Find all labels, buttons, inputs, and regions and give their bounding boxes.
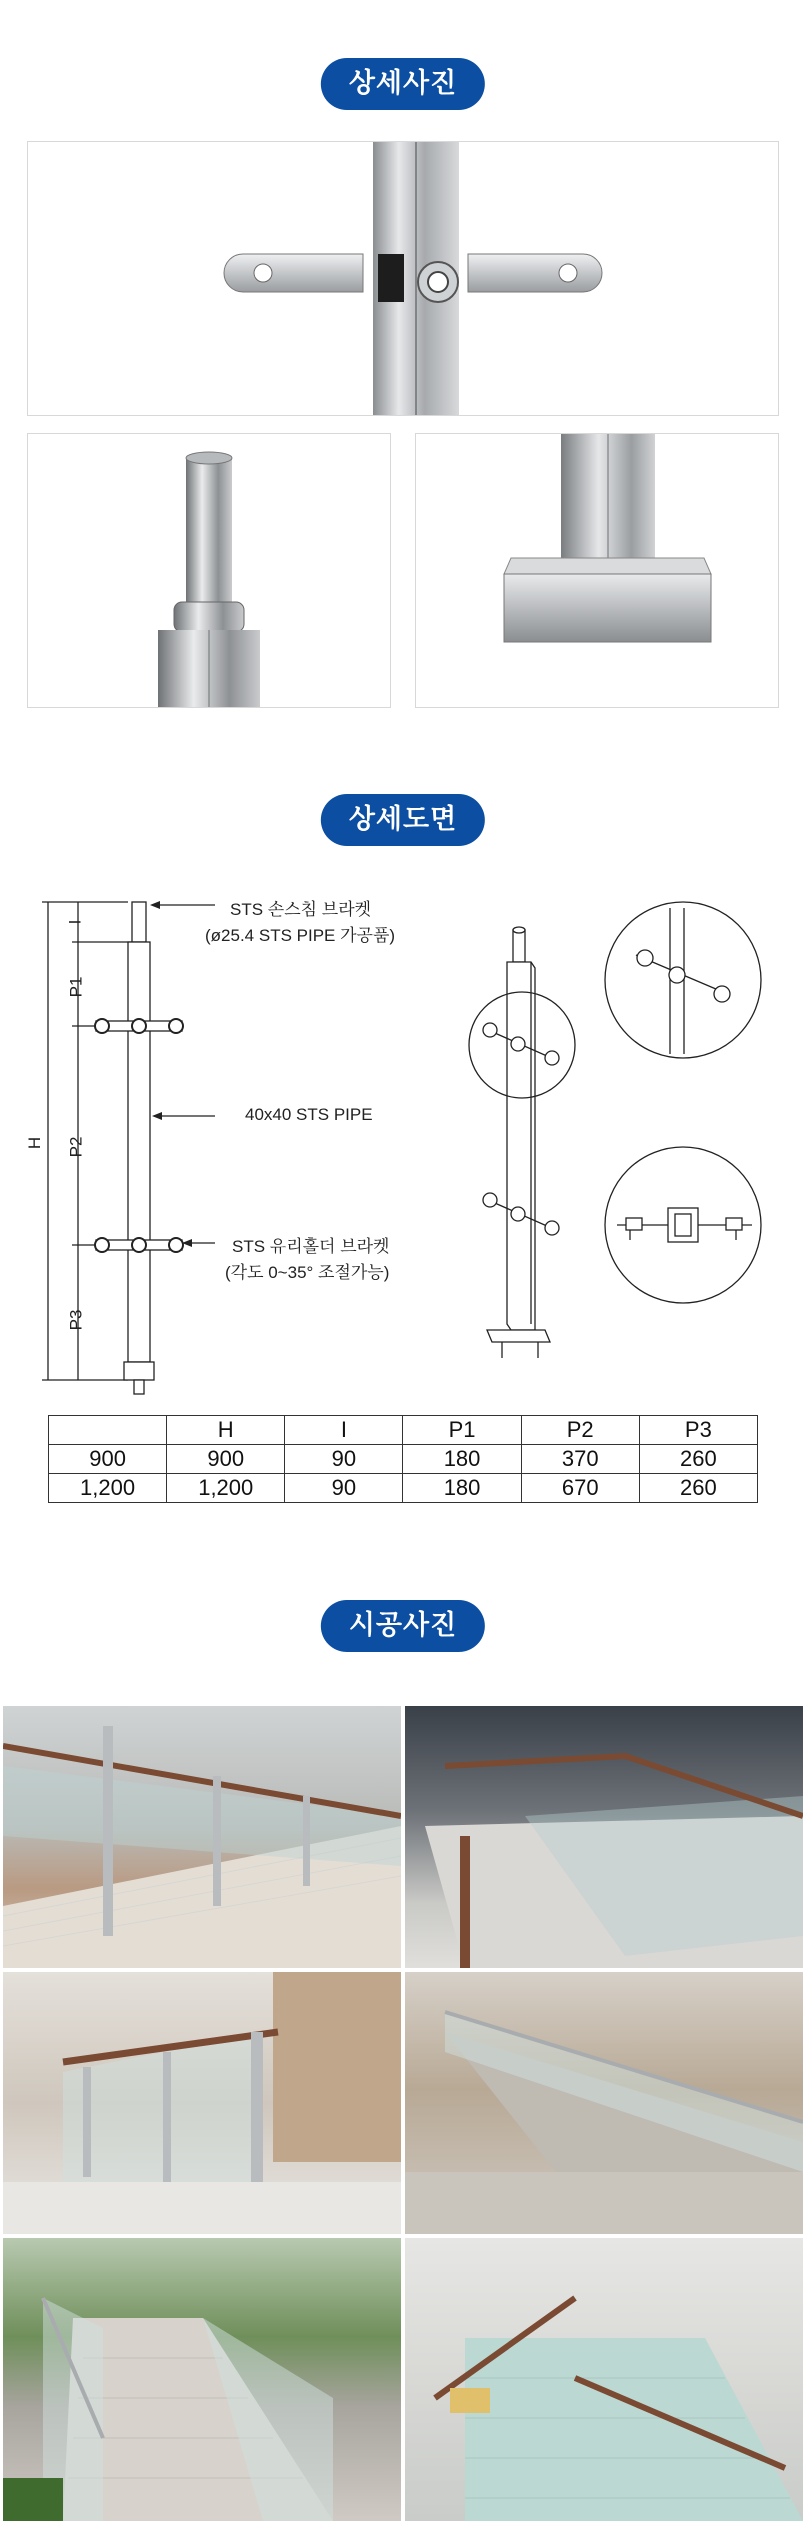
post-elevation-drawing <box>0 880 806 1400</box>
table-cell: 180 <box>403 1474 521 1503</box>
spec-table <box>48 1415 758 1503</box>
table-cell: 1,200 <box>167 1474 285 1503</box>
table-header-row <box>49 1416 758 1445</box>
install-photo-5 <box>3 2238 401 2521</box>
table-cell: 370 <box>521 1445 639 1474</box>
table-cell: 900 <box>167 1445 285 1474</box>
dim-p3-label: P3 <box>66 1309 86 1331</box>
install-photo-2 <box>405 1706 803 1968</box>
table-cell: 260 <box>639 1474 757 1503</box>
install-photo-1-image <box>3 1706 401 1968</box>
install-photo-5-image <box>3 2238 401 2521</box>
pipe-label: 40x40 STS PIPE <box>245 1105 373 1124</box>
install-photo-2-image <box>405 1706 803 1968</box>
bracket-clamp-image <box>28 142 779 416</box>
photo-handrail-pipe-top <box>27 433 391 708</box>
table-cell: 90 <box>285 1474 403 1503</box>
table-header-cell <box>49 1416 167 1445</box>
section-title-install-photos: 시공사진 <box>321 1600 485 1652</box>
install-photo-1 <box>3 1706 401 1968</box>
table-cell: 1,200 <box>49 1474 167 1503</box>
install-photo-3 <box>3 1972 401 2234</box>
pipe-top-image <box>28 434 391 708</box>
photo-bracket-clamp <box>27 141 779 416</box>
dim-p2-label: P2 <box>66 1136 86 1158</box>
table-cell: 180 <box>403 1445 521 1474</box>
table-header-cell: P1 <box>403 1416 521 1445</box>
dim-p1-label: P1 <box>66 976 86 998</box>
top-bracket-sublabel: (ø25.4 STS PIPE 가공품) <box>205 926 396 945</box>
dim-h-label: H <box>25 1136 45 1150</box>
table-cell: 670 <box>521 1474 639 1503</box>
glass-bracket-sublabel: (각도 0~35° 조절가능) <box>225 1263 390 1282</box>
table-row <box>49 1474 758 1503</box>
table-header-cell: H <box>167 1416 285 1445</box>
table-cell: 900 <box>49 1445 167 1474</box>
photo-post-base-plate <box>415 433 779 708</box>
install-photo-4-image <box>405 1972 803 2234</box>
install-photo-6 <box>405 2238 803 2521</box>
section-title-detail-photos: 상세사진 <box>321 58 485 110</box>
install-photo-6-image <box>405 2238 803 2521</box>
table-header-cell: P2 <box>521 1416 639 1445</box>
table-cell: 90 <box>285 1445 403 1474</box>
section-title-detail-drawing: 상세도면 <box>321 794 485 846</box>
glass-bracket-label: STS 유리홀더 브라켓 <box>232 1237 390 1256</box>
dim-i-label: I <box>65 919 85 925</box>
install-photo-3-image <box>3 1972 401 2234</box>
base-plate-image <box>416 434 779 708</box>
install-photo-4 <box>405 1972 803 2234</box>
table-header-cell: P3 <box>639 1416 757 1445</box>
table-cell: 260 <box>639 1445 757 1474</box>
table-header-cell: I <box>285 1416 403 1445</box>
top-bracket-label: STS 손스침 브라켓 <box>230 900 372 919</box>
table-row <box>49 1445 758 1474</box>
